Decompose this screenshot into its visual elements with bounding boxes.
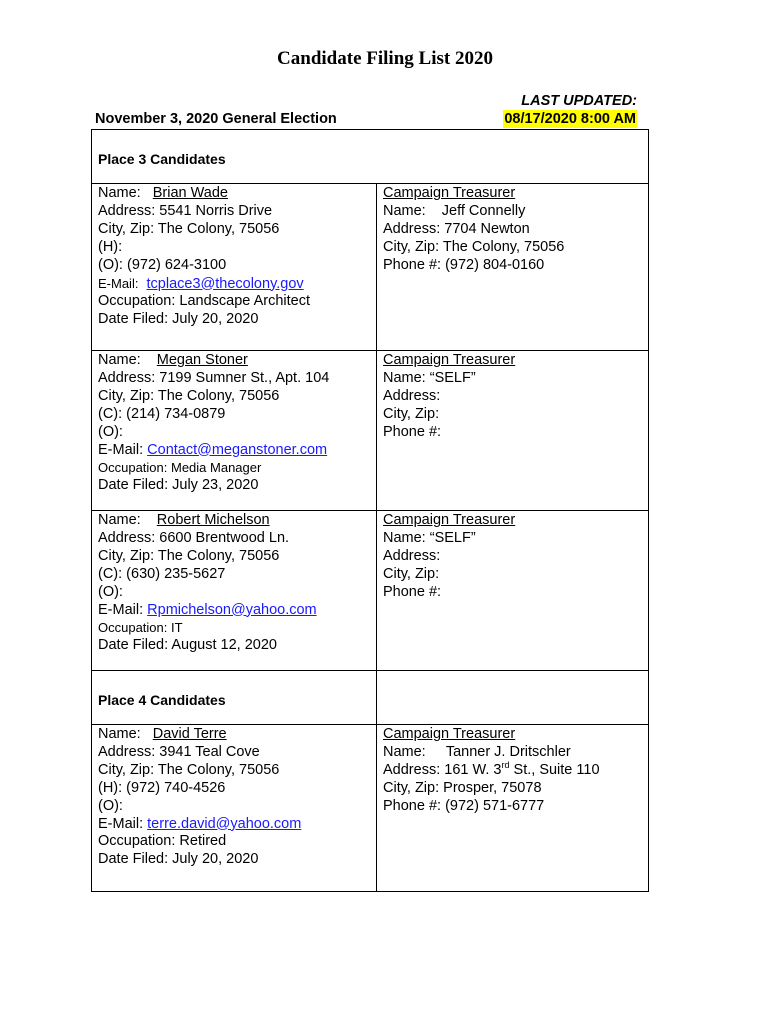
last-updated-value: 08/17/2020 8:00 AM xyxy=(504,111,636,127)
candidate-address: Address: 3941 Teal Cove xyxy=(98,743,260,760)
treasurer-city: City, Zip: Prosper, 75078 xyxy=(383,779,542,796)
candidate-name: Brian Wade xyxy=(152,185,228,201)
section-heading-empty-cell xyxy=(377,671,649,725)
candidate-name-line: Name: Megan Stoner xyxy=(98,352,248,368)
candidate-date-filed: Date Filed: July 20, 2020 xyxy=(98,311,259,328)
section-row-place4 xyxy=(92,671,649,725)
treasurer-name-line: Name: Jeff Connelly xyxy=(383,202,526,219)
candidate-occupation: Occupation: Media Manager xyxy=(98,460,262,476)
candidate-city: City, Zip: The Colony, 75056 xyxy=(98,220,280,237)
candidate-occupation: Occupation: Retired xyxy=(98,833,227,850)
candidate-name: David Terre xyxy=(152,726,227,742)
candidate-cell xyxy=(92,351,377,511)
candidate-phone-2: (O): xyxy=(98,423,123,440)
section-title: Place 4 Candidates xyxy=(98,692,226,708)
table-row xyxy=(92,184,649,351)
treasurer-heading: Campaign Treasurer xyxy=(383,185,516,201)
candidate-table xyxy=(91,129,649,892)
treasurer-address: Address: xyxy=(383,387,441,404)
candidate-city: City, Zip: The Colony, 75056 xyxy=(98,387,280,404)
treasurer-name-line: Name: Tanner J. Dritschler xyxy=(383,743,571,760)
treasurer-heading: Campaign Treasurer xyxy=(383,352,516,368)
treasurer-name: Tanner J. Dritschler xyxy=(445,743,571,760)
section-heading-place4 xyxy=(92,671,377,725)
candidate-email-link[interactable]: terre.david@yahoo.com xyxy=(147,815,302,832)
treasurer-address: Address: 161 W. 3rd St., Suite 110 xyxy=(383,759,600,778)
candidate-occupation: Occupation: Landscape Architect xyxy=(98,293,310,310)
candidate-name-line: Name: Robert Michelson xyxy=(98,512,270,528)
treasurer-phone: Phone #: xyxy=(383,423,442,440)
candidate-phone-1: (H): (972) 740-4526 xyxy=(98,779,226,796)
candidate-address: Address: 7199 Sumner St., Apt. 104 xyxy=(98,369,330,386)
last-updated xyxy=(503,92,637,128)
candidate-address: Address: 6600 Brentwood Ln. xyxy=(98,529,290,546)
document-title: Candidate Filing List 2020 xyxy=(277,48,493,69)
candidate-email-line: E-Mail: terre.david@yahoo.com xyxy=(98,815,302,832)
candidate-email-link[interactable]: Contact@meganstoner.com xyxy=(147,441,328,458)
candidate-name-line: Name: Brian Wade xyxy=(98,185,228,201)
section-title: Place 3 Candidates xyxy=(98,151,226,167)
candidate-date-filed: Date Filed: July 23, 2020 xyxy=(98,477,259,494)
treasurer-phone: Phone #: (972) 804-0160 xyxy=(383,256,545,273)
candidate-name: Robert Michelson xyxy=(156,512,270,528)
candidate-cell xyxy=(92,184,377,351)
candidate-name-line: Name: David Terre xyxy=(98,726,227,742)
candidate-email-link[interactable]: tcplace3@thecolony.gov xyxy=(146,275,304,292)
treasurer-cell xyxy=(377,511,649,671)
treasurer-phone: Phone #: xyxy=(383,583,442,600)
candidate-name: Megan Stoner xyxy=(156,352,248,368)
treasurer-cell xyxy=(377,184,649,351)
candidate-email-line: E-Mail: Contact@meganstoner.com xyxy=(98,441,328,458)
treasurer-cell xyxy=(377,351,649,511)
treasurer-address: Address: 7704 Newton xyxy=(383,220,530,237)
candidate-phone-1: (C): (630) 235-5627 xyxy=(98,565,226,582)
treasurer-name: Jeff Connelly xyxy=(441,202,526,219)
treasurer-phone: Phone #: (972) 571-6777 xyxy=(383,797,545,814)
last-updated-label: LAST UPDATED: xyxy=(521,93,637,109)
candidate-phone-2: (O): (972) 624-3100 xyxy=(98,256,227,273)
candidate-email-link[interactable]: Rpmichelson@yahoo.com xyxy=(147,601,317,618)
section-row-place3 xyxy=(92,130,649,184)
table-row xyxy=(92,511,649,671)
table-row xyxy=(92,725,649,892)
section-heading-place3 xyxy=(92,130,649,184)
candidate-phone-2: (O): xyxy=(98,583,123,600)
candidate-date-filed: Date Filed: July 20, 2020 xyxy=(98,851,259,868)
candidate-date-filed: Date Filed: August 12, 2020 xyxy=(98,637,277,654)
candidate-address: Address: 5541 Norris Drive xyxy=(98,202,273,219)
treasurer-heading: Campaign Treasurer xyxy=(383,512,516,528)
table-row xyxy=(92,351,649,511)
treasurer-city: City, Zip: xyxy=(383,565,440,582)
election-name: November 3, 2020 General Election xyxy=(95,111,337,127)
candidate-phone-1: (H): xyxy=(98,238,123,255)
candidate-city: City, Zip: The Colony, 75056 xyxy=(98,761,280,778)
candidate-occupation: Occupation: IT xyxy=(98,620,183,636)
candidate-city: City, Zip: The Colony, 75056 xyxy=(98,547,280,564)
candidate-email-line: E-Mail: tcplace3@thecolony.gov xyxy=(98,275,304,292)
candidate-email-line: E-Mail: Rpmichelson@yahoo.com xyxy=(98,601,317,618)
treasurer-heading: Campaign Treasurer xyxy=(383,726,516,742)
treasurer-address: Address: xyxy=(383,547,441,564)
treasurer-name: Name: “SELF” xyxy=(383,369,476,386)
candidate-cell xyxy=(92,511,377,671)
candidate-phone-1: (C): (214) 734-0879 xyxy=(98,405,226,422)
treasurer-name: Name: “SELF” xyxy=(383,529,476,546)
treasurer-city: City, Zip: xyxy=(383,405,440,422)
candidate-phone-2: (O): xyxy=(98,797,123,814)
candidate-cell xyxy=(92,725,377,892)
treasurer-city: City, Zip: The Colony, 75056 xyxy=(383,238,565,255)
treasurer-cell xyxy=(377,725,649,892)
